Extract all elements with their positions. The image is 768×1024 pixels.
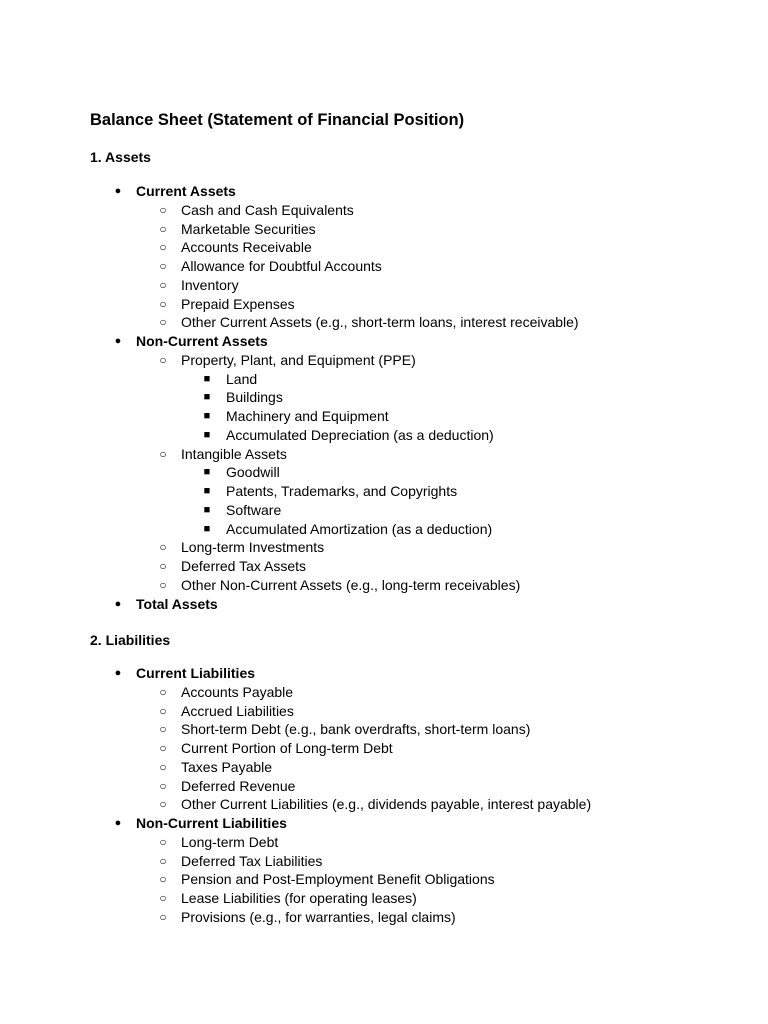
list-item-text: Lease Liabilities (for operating leases)	[181, 890, 417, 906]
list-item-level-2	[0, 201, 768, 220]
list-item-text: Buildings	[226, 389, 283, 406]
list-item-level-2	[0, 351, 768, 370]
filled-square-bullet-icon: ■	[203, 522, 211, 535]
list-item-level-2	[0, 870, 768, 889]
list-item-level-2	[0, 795, 768, 814]
list-item-level-1	[0, 595, 768, 614]
hollow-circle-bullet-icon: ○	[159, 834, 167, 849]
section-heading-assets: 1. Assets	[90, 149, 151, 165]
list-item-level-2	[0, 257, 768, 276]
list-item-text: Patents, Trademarks, and Copyrights	[226, 483, 458, 499]
list-item-level-3	[0, 482, 768, 501]
hollow-circle-bullet-icon: ○	[159, 759, 167, 774]
list-item-level-2	[0, 720, 768, 739]
list-item-level-2	[0, 758, 768, 777]
hollow-circle-bullet-icon: ○	[159, 202, 167, 217]
list-item-text: Land	[226, 370, 258, 387]
list-item-level-3	[0, 388, 768, 407]
list-item-text: Other Non-Current Assets (e.g., long-term receivables)	[181, 576, 521, 593]
list-item-level-2	[0, 683, 768, 702]
list-item-level-2	[0, 908, 768, 927]
assets-list	[0, 182, 768, 613]
filled-circle-bullet-icon: ●	[114, 335, 122, 347]
hollow-circle-bullet-icon: ○	[159, 684, 167, 699]
hollow-circle-bullet-icon: ○	[159, 240, 167, 255]
list-item-text: Total Assets	[136, 595, 218, 612]
list-item-level-2	[0, 538, 768, 557]
list-item-level-2	[0, 238, 768, 257]
hollow-circle-bullet-icon: ○	[159, 722, 167, 737]
list-item-text: Pension and Post-Employment Benefit Obligations	[181, 871, 495, 888]
hollow-circle-bullet-icon: ○	[159, 259, 167, 273]
hollow-circle-bullet-icon: ○	[159, 296, 167, 311]
list-item-text: Taxes Payable	[181, 758, 273, 775]
list-item-level-3	[0, 426, 768, 445]
list-item-text: Current Portion of Long-term Debt	[181, 740, 393, 756]
list-item-level-2	[0, 702, 768, 721]
list-item-text: Current Assets	[136, 183, 236, 199]
hollow-circle-bullet-icon: ○	[159, 703, 167, 718]
hollow-circle-bullet-icon: ○	[159, 446, 167, 461]
list-item-text: Accumulated Amortization (as a deduction)	[226, 520, 493, 537]
filled-square-bullet-icon: ■	[203, 466, 211, 479]
list-item-text: Current Liabilities	[136, 665, 256, 681]
list-item-level-2	[0, 576, 768, 595]
filled-circle-bullet-icon: ●	[114, 817, 122, 829]
list-item-level-3	[0, 463, 768, 482]
list-item-text: Provisions (e.g., for warranties, legal claims)	[181, 908, 456, 925]
list-item-text: Accounts Payable	[181, 683, 294, 700]
list-item-level-3	[0, 370, 768, 389]
list-item-text: Long-term Investments	[181, 539, 325, 556]
list-item-level-2	[0, 889, 768, 908]
list-item-text: Accounts Receivable	[181, 239, 312, 256]
list-item-level-1	[0, 182, 768, 201]
list-item-text: Non-Current Liabilities	[136, 815, 287, 831]
list-item-level-2	[0, 833, 768, 852]
list-item-level-2	[0, 445, 768, 464]
hollow-circle-bullet-icon: ○	[159, 891, 167, 905]
list-item-text: Allowance for Doubtful Accounts	[181, 258, 382, 274]
list-item-text: Inventory	[181, 276, 239, 293]
list-item-text: Marketable Securities	[181, 220, 316, 237]
hollow-circle-bullet-icon: ○	[159, 853, 167, 868]
filled-square-bullet-icon: ■	[203, 485, 211, 497]
hollow-circle-bullet-icon: ○	[159, 741, 167, 755]
list-item-level-1	[0, 664, 768, 683]
list-item-level-3	[0, 501, 768, 520]
list-item-text: Short-term Debt (e.g., bank overdrafts, short-term loans)	[181, 721, 531, 738]
filled-circle-bullet-icon: ●	[114, 667, 122, 679]
list-item-text: Machinery and Equipment	[226, 408, 389, 424]
list-item-level-1	[0, 814, 768, 833]
hollow-circle-bullet-icon: ○	[159, 559, 167, 573]
list-item-level-2	[0, 739, 768, 758]
list-item-level-2	[0, 276, 768, 295]
hollow-circle-bullet-icon: ○	[159, 909, 167, 924]
list-item-text: Intangible Assets	[181, 445, 287, 462]
hollow-circle-bullet-icon: ○	[159, 315, 167, 330]
list-item-text: Property, Plant, and Equipment (PPE)	[181, 351, 416, 368]
list-item-text: Deferred Tax Assets	[181, 558, 307, 574]
list-item-level-2	[0, 557, 768, 576]
list-item-text: Prepaid Expenses	[181, 295, 295, 312]
list-item-text: Deferred Tax Liabilities	[181, 852, 323, 869]
list-item-level-2	[0, 777, 768, 796]
list-item-level-1	[0, 332, 768, 351]
hollow-circle-bullet-icon: ○	[159, 778, 167, 793]
hollow-circle-bullet-icon: ○	[159, 797, 167, 812]
hollow-circle-bullet-icon: ○	[159, 540, 167, 555]
list-item-text: Other Current Assets (e.g., short-term loans, interest receivable)	[181, 314, 579, 331]
list-item-level-2	[0, 295, 768, 314]
filled-circle-bullet-icon: ●	[114, 185, 122, 197]
list-item-text: Other Current Liabilities (e.g., dividends payable, interest payable)	[181, 796, 592, 813]
list-item-text: Cash and Cash Equivalents	[181, 201, 354, 218]
section-heading-liabilities: 2. Liabilities	[90, 632, 171, 648]
list-item-level-2	[0, 852, 768, 871]
filled-square-bullet-icon: ■	[203, 428, 211, 441]
hollow-circle-bullet-icon: ○	[159, 277, 167, 292]
list-item-text: Non-Current Assets	[136, 333, 268, 349]
hollow-circle-bullet-icon: ○	[159, 872, 167, 887]
list-item-text: Goodwill	[226, 464, 280, 481]
list-item-text: Accumulated Depreciation (as a deduction)	[226, 426, 494, 443]
hollow-circle-bullet-icon: ○	[159, 221, 167, 236]
hollow-circle-bullet-icon: ○	[159, 577, 167, 592]
list-item-text: Software	[226, 501, 282, 518]
liabilities-list	[0, 664, 768, 927]
document-title: Balance Sheet (Statement of Financial Position)	[90, 111, 465, 129]
list-item-text: Long-term Debt	[181, 833, 279, 850]
list-item-text: Accrued Liabilities	[181, 702, 294, 719]
list-item-text: Deferred Revenue	[181, 777, 296, 794]
filled-square-bullet-icon: ■	[203, 372, 211, 385]
filled-square-bullet-icon: ■	[203, 391, 211, 404]
hollow-circle-bullet-icon: ○	[159, 352, 167, 367]
list-item-level-2	[0, 220, 768, 239]
filled-square-bullet-icon: ■	[203, 503, 211, 516]
filled-square-bullet-icon: ■	[203, 410, 211, 422]
list-item-level-3	[0, 407, 768, 426]
list-item-level-2	[0, 313, 768, 332]
filled-circle-bullet-icon: ●	[114, 597, 122, 610]
list-item-level-3	[0, 520, 768, 539]
